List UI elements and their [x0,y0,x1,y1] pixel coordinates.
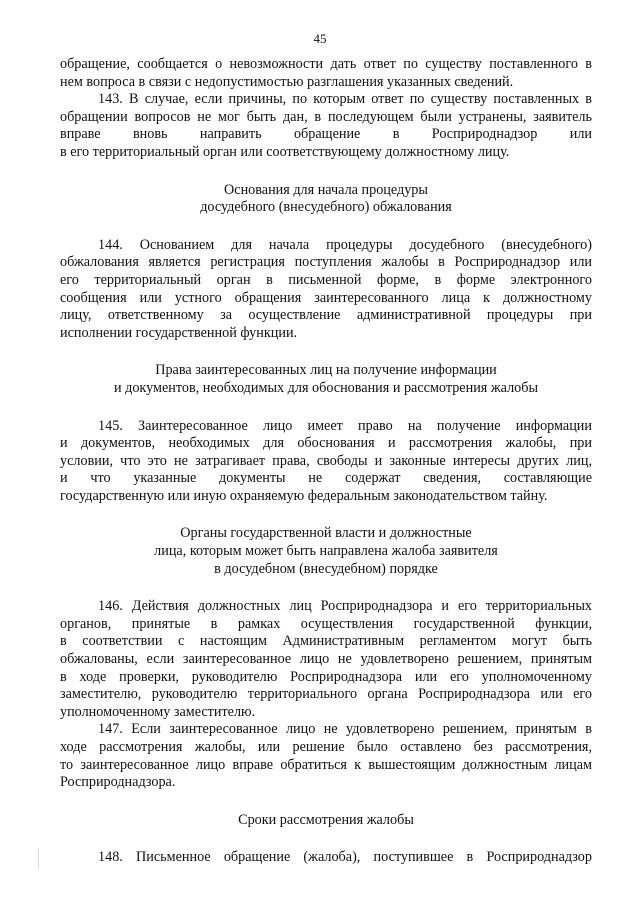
text-line: то заинтересованное лицо вправе обратиться к вышестоящим должностным лицам [60,756,592,773]
heading-line: Сроки рассмотрения жалобы [238,811,414,828]
text-line: в соответствии с настоящим Административным регламентом могут быть [60,633,592,650]
text-line: в ходе проверки, руководителю Росприроднадзора или его уполномоченному [60,668,592,685]
text-line: 144. Основанием для начала процедуры досудебного (внесудебного) [98,236,592,253]
document-body [60,56,592,867]
heading-line: лица, которым может быть направлена жалоба заявителя [154,543,498,560]
heading-line: Права заинтересованных лиц на получение информации [155,362,497,379]
text-line: и документов, необходимых для обоснования и рассмотрения жалобы, при [60,435,592,452]
heading-line: Органы государственной власти и должностные [180,525,472,542]
text-line: обращении вопросов не мог быть дан, в последующем были устранены, заявитель [60,108,592,125]
text-line: заместителю, руководителю территориального органа Росприроднадзора или его [60,686,592,703]
text-line: исполнении государственной функции. [60,324,298,341]
section-heading-rights [60,362,592,397]
heading-line: Основания для начала процедуры [224,181,428,198]
text-line: 148. Письменное обращение (жалоба), поступившее в Росприроднадзор [98,849,592,866]
text-line: нем вопроса в связи с недопустимостью разглашения указанных сведений. [60,73,514,90]
text-line: лицу, ответственному за осуществление административной процедуры при [60,307,592,324]
text-line: условии, что это не затрагивает права, свободы и законные интересы других лиц, [60,452,592,469]
text-line: 145. Заинтересованное лицо имеет право на получение информации [98,417,592,434]
text-line: государственную или иную охраняемую федеральным законодательством тайну. [60,487,548,504]
section-heading-authorities [60,525,592,578]
text-line: уполномоченному заместителю. [60,703,256,720]
text-line: сообщения или устного обращения заинтересованного лица к должностному [60,289,592,306]
heading-line: досудебного (внесудебного) обжалования [200,199,452,216]
text-line: в его территориальный орган или соответствующему должностному лицу. [60,143,510,160]
heading-line: в досудебном (внесудебном) порядке [214,560,438,577]
section-heading-terms [60,812,592,830]
text-line: органов, принятые в рамках осуществления государственной функции, [60,615,592,632]
paragraph-continuation [60,56,592,91]
text-line: обжалования является регистрация поступления жалобы в Росприроднадзор или [60,254,592,271]
text-line: обращение, сообщается о невозможности дать ответ по существу поставленного в [60,56,592,72]
text-line: обжалованы, если заинтересованное лицо не удовлетворено решением, принятым [60,651,592,668]
text-line: 146. Действия должностных лиц Росприроднадзора и его территориальных [98,598,592,615]
paragraph-145 [60,418,592,506]
page-number: 45 [313,31,327,46]
text-line: 143. В случае, если причины, по которым ответ по существу поставленных в [98,91,592,108]
text-line: ходе рассмотрения жалобы, или решение было оставлено без рассмотрения, [60,739,592,755]
scan-artifact [38,848,39,868]
section-heading-grounds [60,182,592,217]
text-line: вправе вновь направить обращение в Росприроднадзор или [60,126,592,143]
paragraph-148 [60,849,592,867]
text-line: его территориальный орган в письменной форме, в форме электронного [60,271,592,288]
paragraph-146 [60,598,592,721]
paragraph-143 [60,91,592,161]
text-line: Росприроднадзора. [60,774,176,791]
text-line: и что указанные документы не содержат сведения, составляющие [60,470,592,487]
text-line: 147. Если заинтересованное лицо не удовлетворено решением, принятым в [98,721,592,738]
paragraph-144 [60,237,592,343]
paragraph-147 [60,721,592,791]
heading-line: и документов, необходимых для обоснования и рассмотрения жалобы [113,379,539,396]
